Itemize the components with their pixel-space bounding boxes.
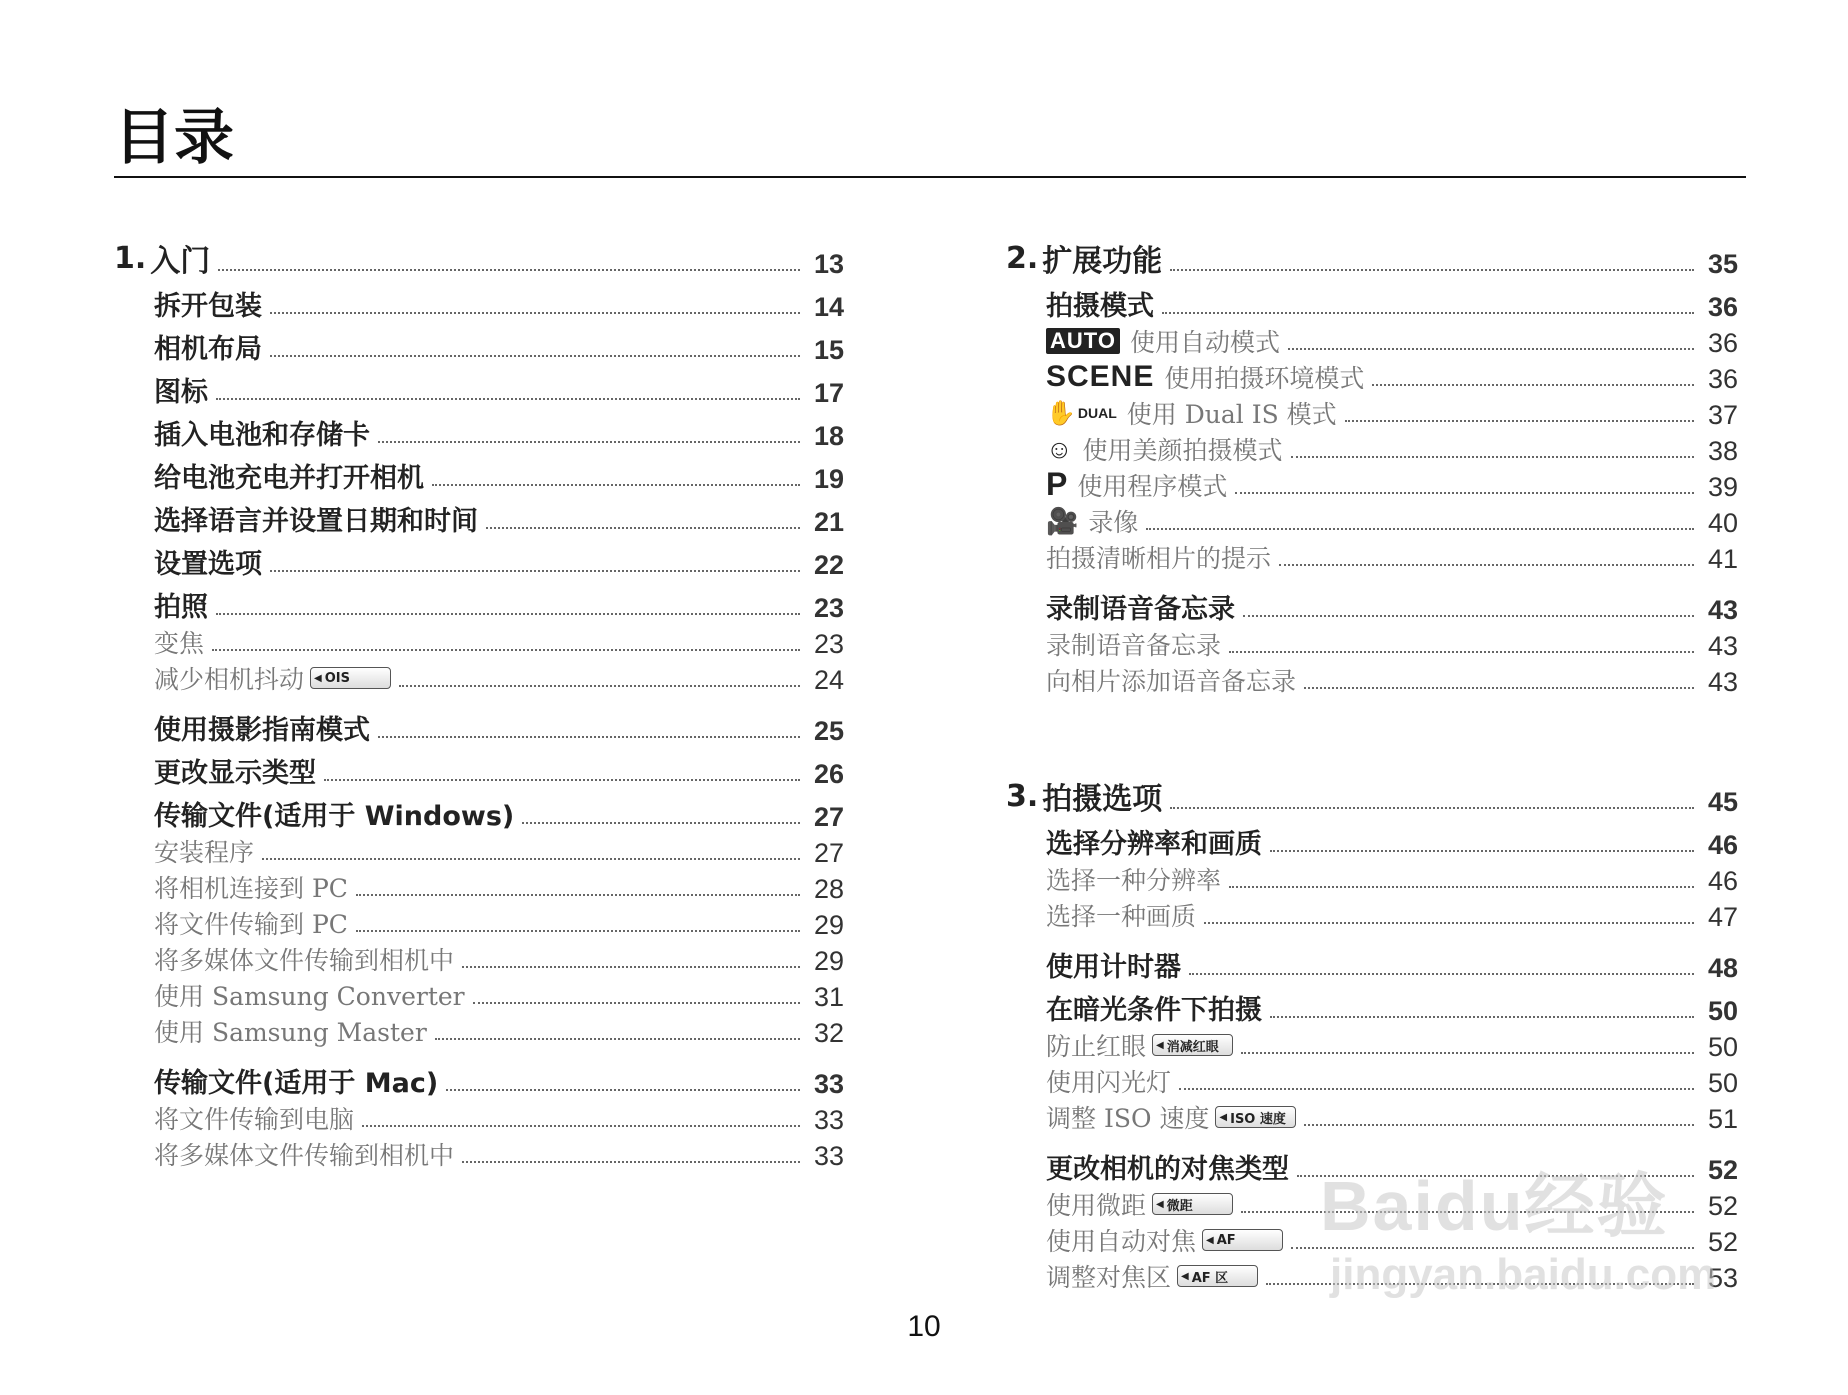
dot-leader bbox=[1279, 564, 1694, 566]
toc-entry-text: 传输文件(适用于 Windows) bbox=[154, 801, 515, 832]
dot-leader bbox=[432, 484, 800, 486]
toc-page-number: 32 bbox=[813, 1018, 844, 1048]
toc-entry-text: 拍摄选项 bbox=[1042, 782, 1163, 817]
toc-page-number: 24 bbox=[813, 665, 844, 695]
toc-row[interactable] bbox=[1006, 984, 1738, 1027]
toc-entry-label bbox=[1046, 587, 1235, 626]
toc-entry-text: 更改相机的对焦类型 bbox=[1046, 1154, 1289, 1185]
toc-entry-label bbox=[1046, 1186, 1233, 1222]
dot-leader bbox=[1291, 456, 1694, 458]
toc-entry-text: 设置选项 bbox=[154, 549, 262, 580]
toc-entry-text: 调整 ISO 速度 bbox=[1046, 1104, 1210, 1133]
toc-row[interactable] bbox=[1006, 941, 1738, 984]
toc-row[interactable] bbox=[114, 495, 844, 538]
toc-entry-text: 图标 bbox=[154, 377, 208, 408]
toc-entry-text: 使用自动模式 bbox=[1129, 328, 1280, 357]
toc-page-number: 14 bbox=[813, 292, 844, 322]
toc-page-number: 15 bbox=[813, 335, 844, 365]
toc-entry-text: 使用自动对焦 bbox=[1046, 1227, 1197, 1256]
toc-entry-label bbox=[1006, 774, 1162, 818]
toc-page-number: 31 bbox=[813, 982, 844, 1012]
toc-entry-label bbox=[154, 624, 204, 660]
toc-row[interactable] bbox=[1006, 323, 1738, 359]
dot-leader bbox=[218, 269, 800, 271]
mode-scene-icon: SCENE bbox=[1046, 360, 1155, 393]
toc-entry-text: 选择语言并设置日期和时间 bbox=[154, 506, 478, 537]
beauty-face-icon: ☺ bbox=[1046, 433, 1073, 464]
toc-row[interactable] bbox=[1006, 861, 1738, 897]
toc-entry-label bbox=[154, 751, 316, 790]
menu-button-badge bbox=[1152, 1034, 1233, 1056]
toc-row[interactable] bbox=[114, 366, 844, 409]
toc-entry-label bbox=[1046, 626, 1221, 662]
toc-page-number: 50 bbox=[1707, 1032, 1738, 1062]
toc-page-number: 52 bbox=[1707, 1155, 1738, 1185]
toc-entry-label bbox=[1046, 323, 1280, 359]
toc-entry-label bbox=[1046, 1063, 1171, 1099]
toc-entry-label bbox=[154, 660, 391, 696]
dot-leader bbox=[212, 649, 800, 651]
toc-page-number: 47 bbox=[1707, 902, 1738, 932]
toc-page-number: 39 bbox=[1707, 472, 1738, 502]
dot-leader bbox=[1229, 886, 1694, 888]
toc-entry-text: 使用美颜拍摄模式 bbox=[1082, 436, 1283, 465]
toc-page-number: 23 bbox=[813, 593, 844, 623]
title-divider bbox=[114, 176, 1746, 178]
toc-entry-text: 使用计时器 bbox=[1046, 952, 1181, 983]
toc-entry-text: 使用程序模式 bbox=[1077, 471, 1228, 501]
toc-page-number: 29 bbox=[813, 910, 844, 940]
toc-entry-label bbox=[1046, 431, 1283, 467]
toc-entry-label bbox=[154, 499, 478, 538]
toc-entry-text: 相机布局 bbox=[154, 334, 262, 365]
toc-row[interactable] bbox=[114, 977, 844, 1013]
toc-entry-label bbox=[154, 284, 262, 323]
toc-page-number: 43 bbox=[1707, 595, 1738, 625]
toc-entry-label bbox=[1046, 1099, 1296, 1135]
toc-entry-label bbox=[154, 1013, 427, 1049]
toc-entry-text: 录制语音备忘录 bbox=[1046, 594, 1235, 625]
toc-entry-text: 将文件传输到电脑 bbox=[154, 1105, 355, 1134]
dot-leader bbox=[270, 355, 800, 357]
dot-leader bbox=[1288, 348, 1694, 350]
toc-row[interactable] bbox=[114, 624, 844, 660]
toc-entry-label bbox=[1046, 395, 1337, 431]
toc-row[interactable] bbox=[1006, 431, 1738, 467]
toc-row[interactable] bbox=[114, 452, 844, 495]
toc-entry-label bbox=[154, 941, 454, 977]
dot-leader bbox=[356, 930, 800, 932]
badge-text: 消减红眼 bbox=[1166, 1039, 1219, 1055]
toc-entry-text: 选择一种分辨率 bbox=[1046, 866, 1222, 895]
toc-page-number: 37 bbox=[1707, 400, 1738, 430]
toc-page-number: 36 bbox=[1707, 292, 1738, 322]
badge-text: OIS bbox=[324, 670, 350, 686]
toc-page-number: 25 bbox=[813, 716, 844, 746]
toc-page-number: 38 bbox=[1707, 436, 1738, 466]
toc-entry-label bbox=[1046, 466, 1227, 503]
toc-page-number: 33 bbox=[813, 1105, 844, 1135]
toc-entry-label bbox=[1046, 1027, 1233, 1063]
toc-entry-text: 选择分辨率和画质 bbox=[1046, 829, 1262, 860]
row-gap bbox=[1006, 933, 1738, 941]
toc-row[interactable] bbox=[1006, 395, 1738, 431]
toc-entry-text: 入门 bbox=[150, 244, 211, 279]
left-arrow-icon: ◀ bbox=[1181, 1270, 1189, 1282]
toc-page-number: 27 bbox=[813, 838, 844, 868]
dot-leader bbox=[1241, 1052, 1694, 1054]
toc-row[interactable] bbox=[1006, 897, 1738, 933]
toc-entry-text: 选择一种画质 bbox=[1046, 902, 1197, 931]
toc-entry-label bbox=[1006, 236, 1162, 280]
toc-entry-text: 减少相机抖动 bbox=[154, 665, 305, 694]
toc-row[interactable] bbox=[1006, 1099, 1738, 1135]
dot-leader bbox=[1229, 651, 1694, 653]
toc-entry-text: 安装程序 bbox=[154, 838, 255, 867]
dot-leader bbox=[486, 527, 800, 529]
left-arrow-icon: ◀ bbox=[1219, 1111, 1228, 1123]
mode-dual-icon bbox=[1046, 399, 1117, 428]
toc-entry-label bbox=[1046, 539, 1271, 575]
dot-leader bbox=[1146, 528, 1694, 530]
toc-entry-text: 录制语音备忘录 bbox=[1046, 631, 1222, 660]
toc-entry-label bbox=[154, 542, 262, 581]
toc-row[interactable] bbox=[114, 409, 844, 452]
toc-entry-label bbox=[1046, 662, 1296, 698]
toc-row[interactable] bbox=[114, 581, 844, 624]
toc-entry-text: 拍摄模式 bbox=[1046, 291, 1154, 322]
toc-entry-text: 将多媒体文件传输到相机中 bbox=[154, 946, 455, 975]
toc-entry-label bbox=[154, 869, 348, 905]
row-gap bbox=[114, 696, 844, 704]
mode-p-icon: P bbox=[1046, 466, 1068, 502]
toc-entry-text: 使用 Samsung Master bbox=[154, 1018, 427, 1047]
toc-row[interactable] bbox=[1006, 583, 1738, 626]
dot-leader bbox=[356, 894, 800, 896]
dot-leader bbox=[522, 822, 800, 824]
badge-text: 微距 bbox=[1166, 1198, 1193, 1214]
toc-row[interactable] bbox=[1006, 1027, 1738, 1063]
toc-entry-text: 在暗光条件下拍摄 bbox=[1046, 995, 1262, 1026]
toc-row[interactable] bbox=[114, 1057, 844, 1100]
toc-entry-label bbox=[154, 1061, 438, 1100]
page-number: 10 bbox=[907, 1310, 941, 1343]
toc-entry-label bbox=[154, 1136, 454, 1172]
movie-camera-icon: 🎥 bbox=[1046, 505, 1079, 536]
toc-entry-label bbox=[1046, 861, 1221, 897]
dot-leader bbox=[362, 1125, 800, 1127]
dot-leader bbox=[270, 570, 800, 572]
toc-page-number: 23 bbox=[813, 629, 844, 659]
toc-page-number: 43 bbox=[1707, 631, 1738, 661]
toc-entry-label bbox=[114, 236, 210, 280]
toc-row[interactable] bbox=[1006, 280, 1738, 323]
toc-entry-text: 更改显示类型 bbox=[154, 758, 316, 789]
toc-row[interactable] bbox=[114, 790, 844, 833]
badge-text: AF 区 bbox=[1191, 1270, 1229, 1286]
dot-leader bbox=[1304, 1124, 1694, 1126]
toc-entry-text: 使用摄影指南模式 bbox=[154, 715, 370, 746]
toc-entry-label bbox=[154, 905, 348, 941]
dot-leader bbox=[1162, 312, 1694, 314]
dot-leader bbox=[473, 1002, 800, 1004]
toc-row[interactable] bbox=[114, 1100, 844, 1136]
toc-entry-text: 传输文件(适用于 Mac) bbox=[154, 1068, 439, 1099]
toc-row[interactable] bbox=[114, 1136, 844, 1172]
section-number: 1. bbox=[114, 240, 147, 276]
row-gap bbox=[114, 1049, 844, 1057]
toc-entry-text: 使用拍摄环境模式 bbox=[1164, 364, 1365, 393]
section-gap bbox=[1006, 698, 1738, 774]
toc-entry-label bbox=[154, 708, 370, 747]
toc-entry-text: 将相机连接到 PC bbox=[154, 874, 348, 903]
dot-leader bbox=[270, 312, 800, 314]
toc-page-number: 43 bbox=[1707, 667, 1738, 697]
badge-text: ISO 速度 bbox=[1230, 1111, 1286, 1127]
dot-leader bbox=[399, 685, 800, 687]
badge-text: AF bbox=[1216, 1232, 1236, 1248]
dot-leader bbox=[1189, 973, 1694, 975]
toc-page-number: 46 bbox=[1707, 866, 1738, 896]
dot-leader bbox=[1179, 1088, 1694, 1090]
menu-button-badge bbox=[310, 667, 391, 689]
toc-page-number: 40 bbox=[1707, 508, 1738, 538]
dot-leader bbox=[1243, 615, 1694, 617]
toc-row[interactable] bbox=[1006, 467, 1738, 503]
toc-page-number: 35 bbox=[1707, 249, 1738, 279]
toc-entry-label bbox=[154, 794, 514, 833]
dot-leader bbox=[1270, 1016, 1694, 1018]
toc-entry-text: 拍摄清晰相片的提示 bbox=[1046, 544, 1272, 573]
toc-page-number: 27 bbox=[813, 802, 844, 832]
toc-entry-text: 使用闪光灯 bbox=[1046, 1068, 1172, 1097]
dot-leader bbox=[435, 1038, 800, 1040]
dot-leader bbox=[1345, 420, 1694, 422]
toc-row[interactable] bbox=[1006, 539, 1738, 575]
dot-leader bbox=[1204, 922, 1694, 924]
toc-entry-text: 变焦 bbox=[154, 629, 205, 658]
section-number: 3. bbox=[1006, 778, 1039, 814]
toc-row[interactable] bbox=[114, 236, 844, 280]
toc-entry-label bbox=[1046, 503, 1138, 539]
toc-entry-text: 向相片添加语音备忘录 bbox=[1046, 667, 1297, 696]
toc-entry-text: 录像 bbox=[1088, 508, 1139, 537]
toc-page-number: 17 bbox=[813, 378, 844, 408]
toc-entry-label bbox=[1046, 1147, 1289, 1186]
toc-entry-label bbox=[154, 977, 465, 1013]
toc-row[interactable] bbox=[1006, 236, 1738, 280]
toc-row[interactable] bbox=[1006, 626, 1738, 662]
toc-entry-label bbox=[154, 327, 262, 366]
dot-leader bbox=[446, 1089, 800, 1091]
toc-entry-text: 将多媒体文件传输到相机中 bbox=[154, 1141, 455, 1170]
dot-leader bbox=[1372, 384, 1694, 386]
menu-button-badge bbox=[1152, 1193, 1233, 1215]
dot-leader bbox=[1304, 687, 1694, 689]
toc-page-number: 19 bbox=[813, 464, 844, 494]
toc-entry-label bbox=[154, 413, 370, 452]
toc-entry-label bbox=[1046, 988, 1262, 1027]
toc-entry-label bbox=[1046, 1258, 1258, 1294]
left-arrow-icon: ◀ bbox=[1206, 1234, 1214, 1246]
toc-page-number: 45 bbox=[1707, 787, 1738, 817]
toc-entry-label bbox=[154, 370, 208, 409]
dot-leader bbox=[378, 736, 800, 738]
toc-entry-label bbox=[1046, 359, 1364, 395]
hand-shake-icon: ✋ bbox=[1046, 399, 1076, 427]
dot-leader bbox=[1170, 269, 1694, 271]
toc-row[interactable] bbox=[114, 704, 844, 747]
toc-page-number: 13 bbox=[813, 249, 844, 279]
watermark bbox=[1320, 1150, 1760, 1330]
toc-row[interactable] bbox=[114, 833, 844, 869]
toc-row[interactable] bbox=[1006, 503, 1738, 539]
toc-page-number: 36 bbox=[1707, 364, 1738, 394]
dual-icon-text: DUAL bbox=[1077, 405, 1117, 421]
dot-leader bbox=[462, 966, 800, 968]
page-title: 目录 bbox=[114, 103, 234, 173]
toc-row[interactable] bbox=[1006, 359, 1738, 395]
menu-button-badge bbox=[1215, 1106, 1296, 1128]
watermark-logo: Baidu经验 bbox=[1320, 1167, 1669, 1245]
toc-column-right bbox=[1006, 236, 1738, 1294]
mode-auto-icon: AUTO bbox=[1046, 328, 1120, 354]
toc-entry-label bbox=[1046, 1222, 1283, 1258]
toc-entry-label bbox=[1046, 284, 1154, 323]
section-number: 2. bbox=[1006, 240, 1039, 276]
toc-page-number: 33 bbox=[813, 1069, 844, 1099]
toc-page-number: 50 bbox=[1707, 996, 1738, 1026]
toc-entry-text: 插入电池和存储卡 bbox=[154, 420, 370, 451]
toc-row[interactable] bbox=[1006, 818, 1738, 861]
row-gap bbox=[1006, 1135, 1738, 1143]
toc-row[interactable] bbox=[114, 905, 844, 941]
toc-entry-text: 调整对焦区 bbox=[1046, 1263, 1172, 1292]
dot-leader bbox=[262, 858, 800, 860]
toc-entry-label bbox=[1046, 945, 1181, 984]
toc-entry-text: 使用 Dual IS 模式 bbox=[1126, 400, 1337, 429]
toc-page-number: 51 bbox=[1707, 1104, 1738, 1134]
toc-entry-text: 使用微距 bbox=[1046, 1191, 1147, 1220]
toc-page-number: 29 bbox=[813, 946, 844, 976]
toc-page-number: 36 bbox=[1707, 328, 1738, 358]
left-arrow-icon: ◀ bbox=[1156, 1039, 1164, 1051]
toc-page-number: 33 bbox=[813, 1141, 844, 1171]
toc-entry-text: 使用 Samsung Converter bbox=[154, 982, 465, 1011]
toc-column-left bbox=[114, 236, 844, 1172]
toc-page-number: 48 bbox=[1707, 953, 1738, 983]
toc-entry-label bbox=[154, 456, 424, 495]
dot-leader bbox=[462, 1161, 800, 1163]
menu-button-badge bbox=[1202, 1229, 1283, 1251]
toc-row[interactable] bbox=[1006, 662, 1738, 698]
dot-leader bbox=[1170, 807, 1694, 809]
toc-entry-text: 拆开包装 bbox=[154, 291, 262, 322]
toc-page-number: 53 bbox=[1707, 1263, 1738, 1293]
toc-page-number: 18 bbox=[813, 421, 844, 451]
left-arrow-icon: ◀ bbox=[1156, 1198, 1164, 1210]
dot-leader bbox=[216, 613, 800, 615]
toc-page-number: 28 bbox=[813, 874, 844, 904]
toc-page-number: 21 bbox=[813, 507, 844, 537]
dot-leader bbox=[378, 441, 800, 443]
toc-row[interactable] bbox=[114, 747, 844, 790]
toc-page-number: 52 bbox=[1707, 1227, 1738, 1257]
toc-page-number: 52 bbox=[1707, 1191, 1738, 1221]
watermark-url: jingyan.baidu.com bbox=[1330, 1250, 1717, 1299]
toc-entry-label bbox=[1046, 897, 1196, 933]
toc-page-number: 46 bbox=[1707, 830, 1738, 860]
toc-row[interactable] bbox=[114, 280, 844, 323]
toc-page-number: 22 bbox=[813, 550, 844, 580]
left-arrow-icon: ◀ bbox=[314, 672, 322, 684]
toc-row[interactable] bbox=[114, 538, 844, 581]
toc-page-number: 26 bbox=[813, 759, 844, 789]
toc-entry-text: 给电池充电并打开相机 bbox=[154, 463, 424, 494]
dot-leader bbox=[1235, 492, 1694, 494]
row-gap bbox=[1006, 575, 1738, 583]
toc-row[interactable] bbox=[1006, 774, 1738, 818]
dot-leader bbox=[1270, 850, 1694, 852]
toc-row[interactable] bbox=[114, 941, 844, 977]
dot-leader bbox=[324, 779, 800, 781]
toc-entry-label bbox=[154, 833, 254, 869]
toc-row[interactable] bbox=[114, 323, 844, 366]
toc-page-number: 41 bbox=[1707, 544, 1738, 574]
menu-button-badge bbox=[1177, 1265, 1258, 1287]
toc-entry-text: 扩展功能 bbox=[1042, 244, 1163, 279]
toc-entry-label bbox=[154, 585, 208, 624]
toc-row[interactable] bbox=[1006, 1063, 1738, 1099]
toc-entry-text: 将文件传输到 PC bbox=[154, 910, 348, 939]
toc-row[interactable] bbox=[114, 869, 844, 905]
toc-row[interactable] bbox=[114, 1013, 844, 1049]
toc-row[interactable] bbox=[114, 660, 844, 696]
toc-entry-text: 拍照 bbox=[154, 592, 208, 623]
toc-page-number: 50 bbox=[1707, 1068, 1738, 1098]
toc-entry-label bbox=[1046, 822, 1262, 861]
toc-entry-text: 防止红眼 bbox=[1046, 1032, 1147, 1061]
toc-entry-label bbox=[154, 1100, 354, 1136]
dot-leader bbox=[216, 398, 800, 400]
